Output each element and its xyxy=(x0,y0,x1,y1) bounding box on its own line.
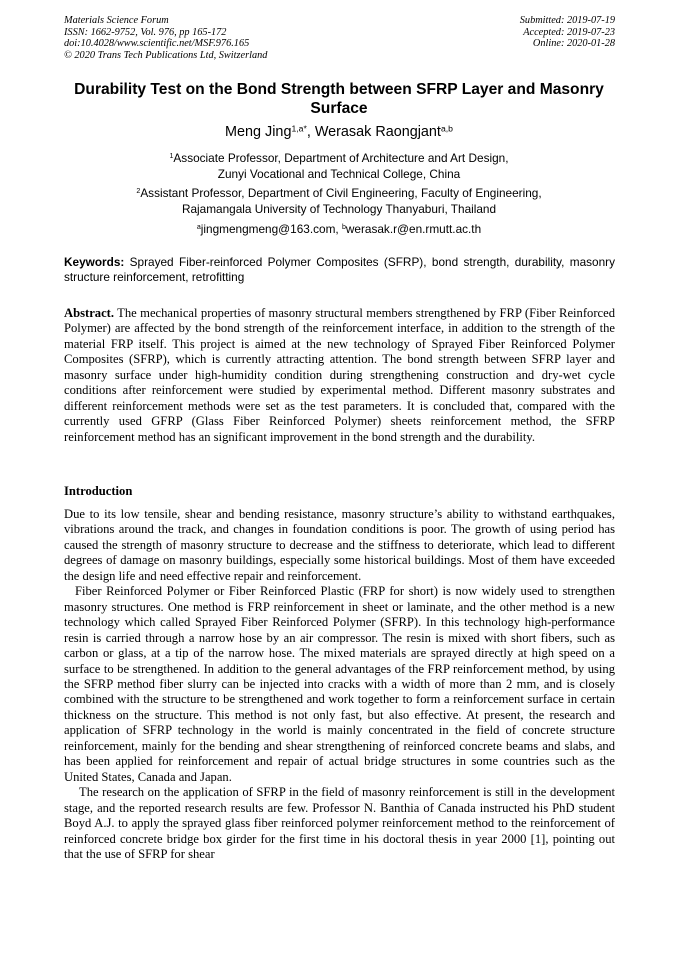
introduction-body xyxy=(64,507,615,862)
submitted-date: Submitted: 2019-07-19 xyxy=(519,15,615,26)
abstract-label: Abstract. xyxy=(64,306,115,320)
email-line xyxy=(0,221,678,237)
email-address: jingmengmeng@163.com, xyxy=(200,222,342,236)
author-marker: a,b xyxy=(440,123,453,134)
email-marker: b xyxy=(341,223,346,232)
journal-header-right xyxy=(520,15,615,50)
abstract-text: The mechanical properties of masonry structural members strengthened by FRP (Fiber Reinforced Polymer) are affected by the bond strength of the reinforcement interface, in addition to the strength of the material FRP itself. This project is aimed at the new technology of Sprayed Fiber Reinforced Polymer Composites (SFRP), which is currently attracting attention. The bond strength between SFRP layer and masonry surface under high-humidity condition during strengthening construction and dry-wet cycle conditions after reinforcement were studied by experimental method. Different masonry substrates and different reinforcement methods were set as the test parameters. It is concluded that, compared with the currently used GFRP (Glass Fiber Reinforced Polymer) sheets reinforcement method, the SFRP reinforcement method has an significant improvement in the bond strength and the durability. xyxy=(64,306,615,444)
affiliation-1 xyxy=(0,150,678,182)
journal-header-left xyxy=(64,15,267,61)
affiliation-line: Rajamangala University of Technology Thanyaburi, Thailand xyxy=(181,202,497,216)
affiliation-line: Assistant Professor, Department of Civil Engineering, Faculty of Engineering, xyxy=(140,186,542,200)
email-marker: a xyxy=(196,223,201,232)
journal-issn: ISSN: 1662-9752, Vol. 976, pp 165-172 xyxy=(64,26,227,38)
journal-name: Materials Science Forum xyxy=(64,15,169,26)
accepted-date: Accepted: 2019-07-23 xyxy=(523,26,615,38)
author-name: Werasak Raongjant xyxy=(314,124,441,140)
keywords-label: Keywords: xyxy=(64,255,125,269)
paragraph: Fiber Reinforced Polymer or Fiber Reinforced Plastic (FRP for short) is now widely used to strengthen masonry structures. One method is FRP reinforcement in sheet or laminate, and the other method is a new technology which called Sprayed Fiber Reinforced Polymer (SFRP). In this technology high-performance resin is carried through a narrow hose by an air compressor. The resin is mixed with short fibers, such as carbon or glass, at a tip of the narrow hose. The mixed materials are sprayed directly at high speed on a surface to be strengthened. In addition to the general advantages of the FRP reinforcement method, by using the SFRP method fiber slurry can be injected into cracks with a width of more than 2 mm, and is closely combined with the structure to be strengthened and work together to form a reinforcement surface in certain thickness on the structure. This method is not only fast, but also effective. At present, the research and application of SFRP technology in the world is mainly concentrated in the field of concrete structure reinforcement, mainly for the bending and shear strengthening of reinforced concrete beams and slabs, and has been applied for reinforcement and repair of actual bridge structures in some countries such as the United States, Canada and Japan. xyxy=(64,584,615,784)
journal-copyright: © 2020 Trans Tech Publications Ltd, Switzerland xyxy=(64,49,268,61)
affiliation-line: Zunyi Vocational and Technical College, China xyxy=(217,167,461,181)
journal-doi: doi:10.4028/www.scientific.net/MSF.976.165 xyxy=(64,38,250,50)
affiliation-marker: 2 xyxy=(136,187,141,196)
email-address: werasak.r@en.rmutt.ac.th xyxy=(345,222,482,236)
paragraph: Due to its low tensile, shear and bending resistance, masonry structure’s ability to withstand earthquakes, vibrations around the track, and changes in foundation conditions is poor. The growth of using period has caused the strength of masonry structure to decrease and the stiffness to deteriorate, which lead to different degrees of damage on masonry buildings, especially some historical buildings. Most of them have exceeded the design life and need effective repair and reinforcement. xyxy=(64,507,615,583)
affiliation-marker: 1 xyxy=(169,152,174,161)
abstract xyxy=(64,306,615,445)
author-marker: 1,a* xyxy=(291,123,307,134)
author-name: Meng Jing xyxy=(225,124,292,140)
paper-title: Durability Test on the Bond Strength between SFRP Layer and Masonry Surface xyxy=(74,81,604,117)
affiliation-2 xyxy=(0,185,678,217)
author-line xyxy=(0,123,678,141)
keywords-text: Sprayed Fiber-reinforced Polymer Composites (SFRP), bond strength, durability, masonry structure reinforcement, retrofitting xyxy=(64,255,615,284)
keywords xyxy=(64,255,615,284)
author-separator: , xyxy=(306,124,315,140)
paragraph: The research on the application of SFRP in the field of masonry reinforcement is still in the development stage, and the reported research results are few. Professor N. Banthia of Canada instructed his PhD student Boyd A.J. to apply the sprayed glass fiber reinforced polymer reinforcement method to the reinforcement of reinforced concrete bridge box girder for the first time in his doctoral thesis in year 2000 [1], pointing out that the use of SFRP for shear xyxy=(64,785,615,861)
online-date: Online: 2020-01-28 xyxy=(532,38,615,50)
affiliation-line: Associate Professor, Department of Architecture and Art Design, xyxy=(173,151,509,165)
section-heading: Introduction xyxy=(64,484,133,498)
